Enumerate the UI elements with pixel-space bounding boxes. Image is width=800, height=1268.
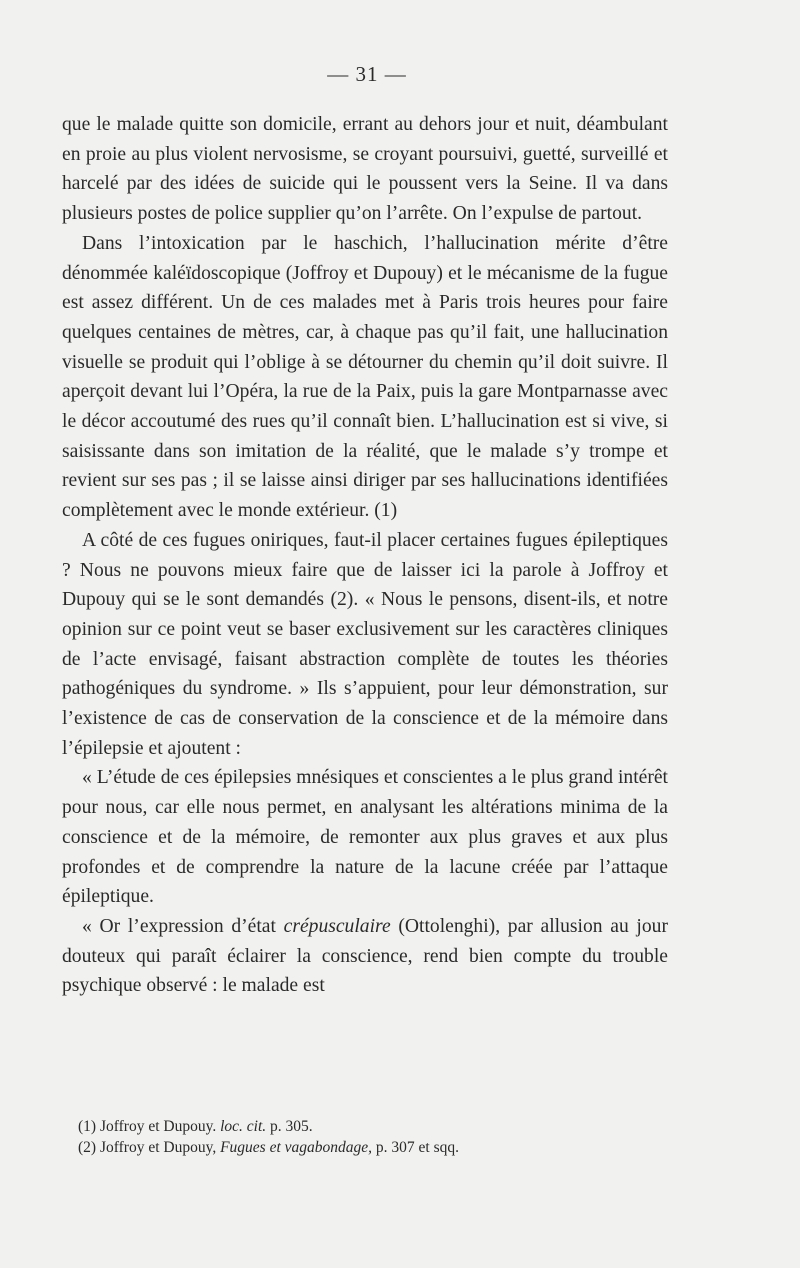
paragraph-1: que le malade quitte son domicile, errant au dehors jour et nuit, déambulant en proie au plus violent nervosisme, se croyant poursuivi, guetté, surveillé et harcelé par des idées de suicide qui le poussent vers la Seine. Il va dans plusieurs postes de police supplier qu’on l’arrête. On l’expulse de partout.	[62, 114, 668, 225]
footnote-1-after: p. 305.	[270, 1118, 313, 1135]
paragraph-4: « L’étude de ces épilepsies mnésiques et conscientes a le plus grand intérêt pour nous, car elle nous permet, en analysant les altérations minima de la conscience et de la mémoire, de remonter aux plus graves et aux plus profondes et de comprendre la nature de la lacune créée par l’attaque épileptique.	[62, 767, 668, 908]
paragraph-3: A côté de ces fugues oniriques, faut-il placer certaines fugues épileptiques ? Nous ne pouvons mieux faire que de laisser ici la parole à Joffroy et Dupouy qui se le sont demandés (2). « Nous le pensons, disent-ils, et notre opinion sur ce point veut se baser exclusivement sur les caractères cliniques de l’acte envisagé, faisant abstraction complète de toutes les théories pathogéniques du syndrome. » Ils s’appuient, pour leur démonstration, sur l’existence de cas de conservation de la conscience et de la mémoire dans l’épilepsie et ajoutent :	[62, 529, 668, 759]
footnote-1-italic: loc. cit.	[220, 1118, 267, 1135]
paragraph-5	[62, 912, 668, 1001]
footnote-2-text: Joffroy et Dupouy,	[99, 1139, 217, 1156]
body-text	[62, 110, 668, 1001]
footnote-2-italic: Fugues et vagabondage,	[220, 1139, 373, 1156]
paragraph-5-start: « Or l’expression d’état	[82, 915, 284, 937]
italic-term: crépusculaire	[283, 915, 391, 937]
footnote-2-marker: (2)	[78, 1139, 97, 1156]
paragraph-5-end: (Ottolenghi), par allusion au jour douteux qui paraît éclairer la conscience, rend bien compte du trouble psychique observé : le malade est	[62, 915, 668, 997]
footnote-1	[78, 1116, 678, 1137]
footnote-2-after: p. 307 et sqq.	[375, 1139, 459, 1156]
footnotes	[78, 1116, 678, 1158]
paragraph-2: Dans l’intoxication par le haschich, l’hallucination mérite d’être dénommée kaléïdoscopique (Joffroy et Dupouy) et le mécanisme de la fugue est assez différent. Un de ces malades met à Paris trois heures pour faire quelques centaines de mètres, car, à chaque pas qu’il fait, une hallucination visuelle se produit qui l’oblige à se détourner du chemin qu’il doit suivre. Il aperçoit devant lui l’Opéra, la rue de la Paix, puis la gare Montparnasse avec le décor accoutumé des rues qu’il connaît bien. L’hallucination est si vive, si saisissante dans son imitation de la réalité, que le malade s’y trompe et revient sur ses pas ; il se laisse ainsi diriger par ses hallucinations identifiées complètement avec le monde extérieur. (1)	[62, 232, 668, 522]
page-number: — 31 —	[327, 62, 407, 86]
footnote-1-text: Joffroy et Dupouy.	[99, 1118, 217, 1135]
footnote-1-marker: (1)	[78, 1118, 97, 1135]
footnote-2	[78, 1137, 678, 1158]
